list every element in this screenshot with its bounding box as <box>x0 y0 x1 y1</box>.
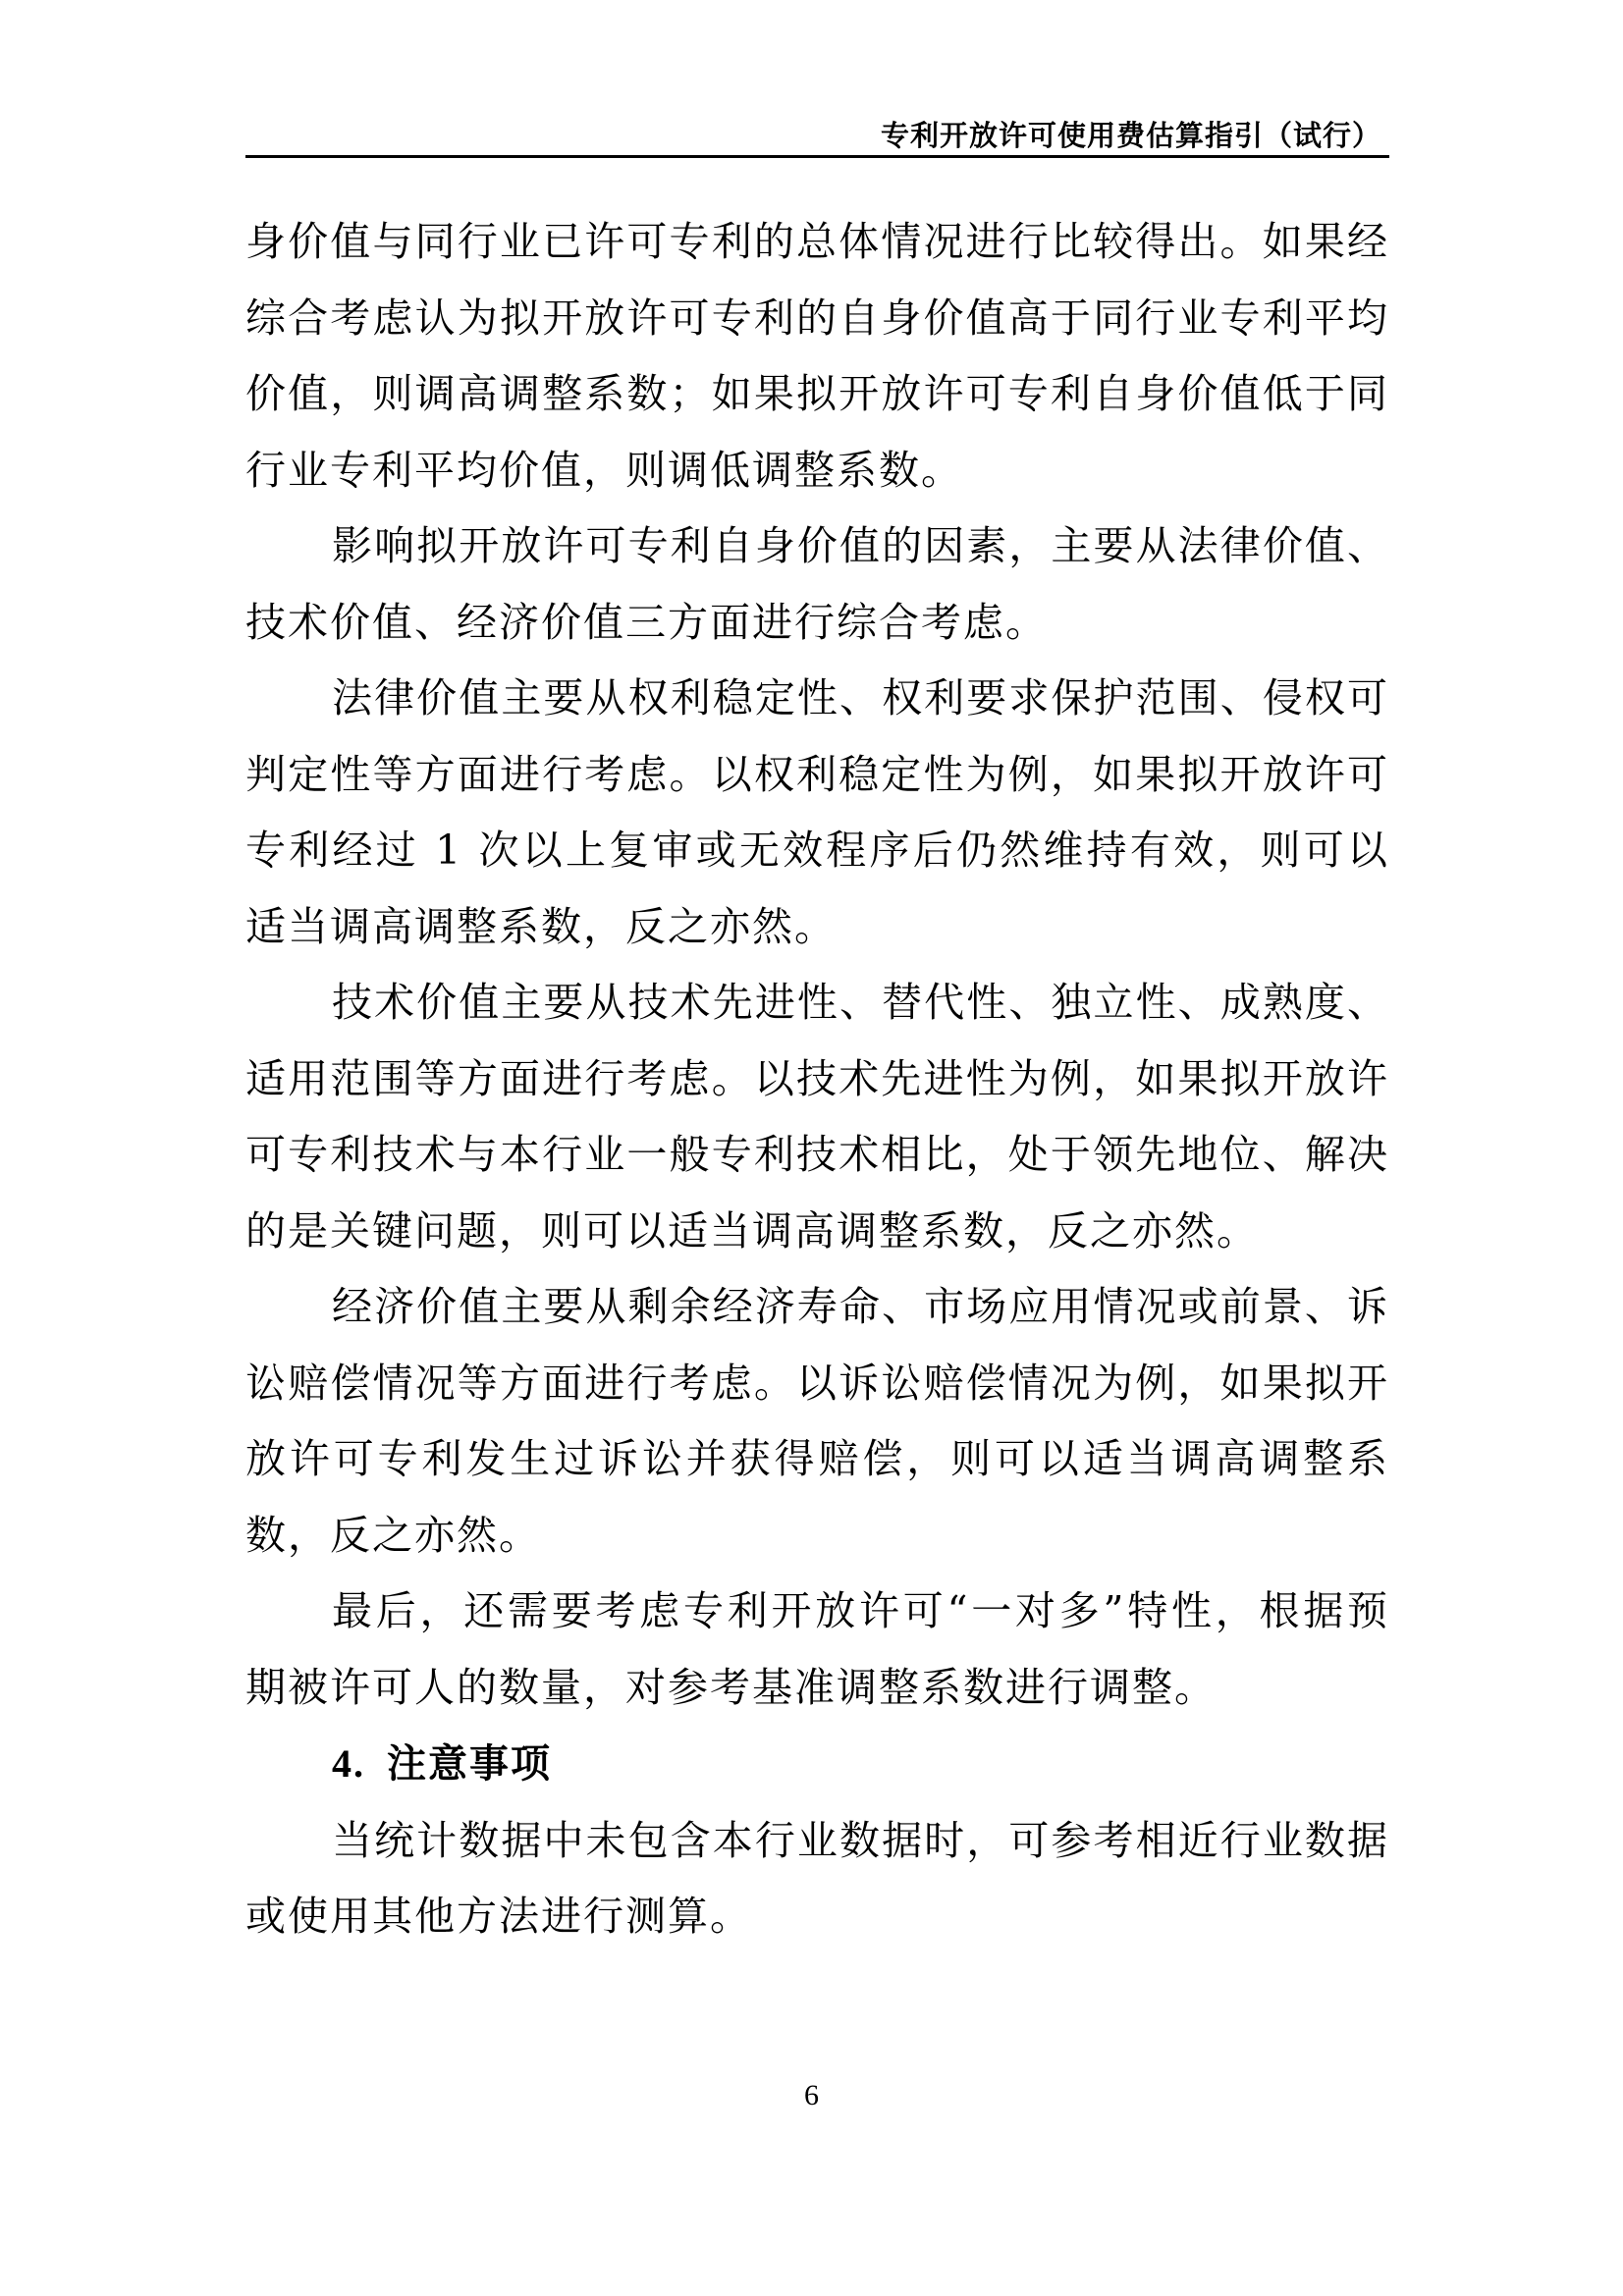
page-number: 6 <box>804 2079 819 2111</box>
section-heading <box>245 1726 1389 1803</box>
paragraph-technical-value: 技术价值主要从技术先进性、替代性、独立性、成熟度、适用范围等方面进行考虑。以技术先进性为例，如果拟开放许可专利技术与本行业一般专利技术相比，处于领先地位、解决的是关键问题，则可以适当调高调整系数，反之亦然。 <box>245 979 1389 1255</box>
page-header <box>245 108 1389 158</box>
paragraph-notes: 当统计数据中未包含本行业数据时，可参考相近行业数据或使用其他方法进行测算。 <box>245 1816 1389 1940</box>
document-title: 专利开放许可使用费估算指引（试行） <box>880 119 1381 152</box>
paragraph-continuation: 身价值与同行业已许可专利的总体情况进行比较得出。如果经综合考虑认为拟开放许可专利的自身价值高于同行业专利平均价值，则调高调整系数；如果拟开放许可专利自身价值低于同行业专利平均价值，则调低调整系数。 <box>245 218 1389 494</box>
paragraph-economic-value: 经济价值主要从剩余经济寿命、市场应用情况或前景、诉讼赔偿情况等方面进行考虑。以诉讼赔偿情况为例，如果拟开放许可专利发生过诉讼并获得赔偿，则可以适当调高调整系数，反之亦然。 <box>245 1283 1389 1559</box>
paragraph-self-value-factors: 影响拟开放许可专利自身价值的因素，主要从法律价值、技术价值、经济价值三方面进行综合考虑。 <box>245 522 1389 646</box>
paragraph-one-to-many: 最后，还需要考虑专利开放许可“一对多”特性，根据预期被许可人的数量，对参考基准调整系数进行调整。 <box>245 1587 1389 1711</box>
section-title: 注意事项 <box>387 1741 552 1787</box>
paragraph-legal-value: 法律价值主要从权利稳定性、权利要求保护范围、侵权可判定性等方面进行考虑。以权利稳定性为例，如果拟开放许可专利经过 1 次以上复审或无效程序后仍然维持有效，则可以适当调高调整系数，反之亦然。 <box>245 674 1389 950</box>
page-body <box>245 204 1389 1955</box>
section-number: 4. <box>332 1741 365 1786</box>
